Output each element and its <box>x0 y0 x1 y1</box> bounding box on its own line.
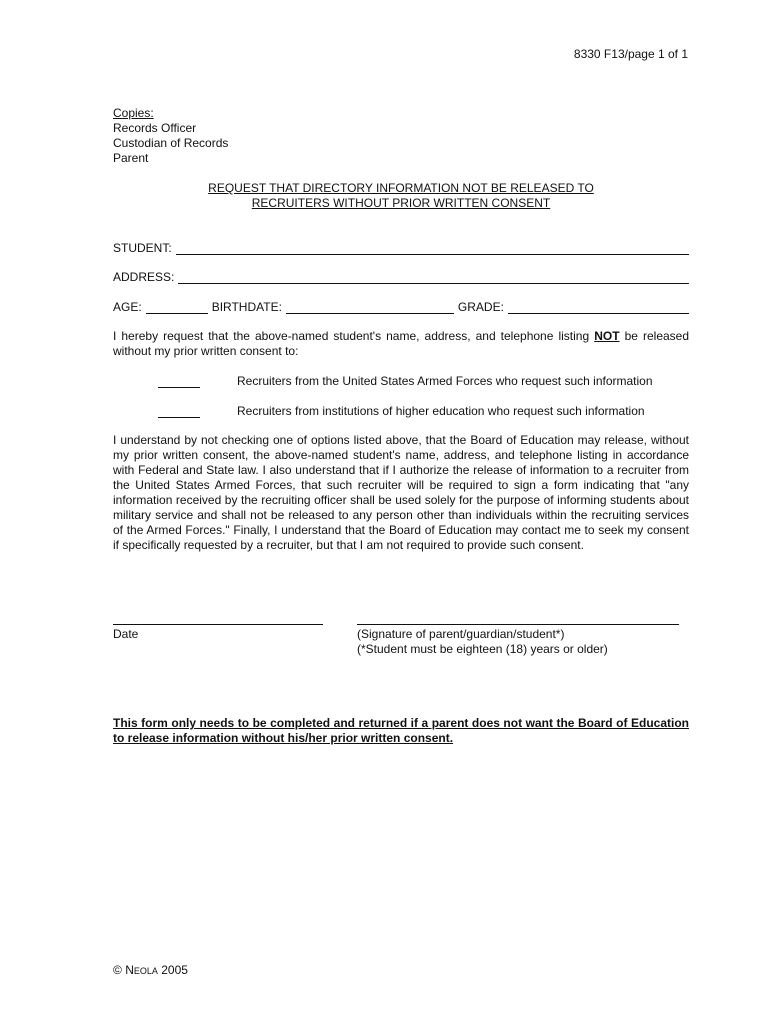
signature-label: (Signature of parent/guardian/student*) <box>357 627 565 641</box>
copyright-footer <box>113 963 188 977</box>
address-blank[interactable] <box>178 271 689 284</box>
option-armed-forces-blank[interactable] <box>158 375 200 388</box>
birthdate-blank[interactable] <box>286 301 454 314</box>
age-label: AGE: <box>113 300 142 314</box>
request-paragraph <box>113 329 689 359</box>
copies-recipient: Custodian of Records <box>113 136 229 150</box>
address-label: ADDRESS: <box>113 270 175 284</box>
address-field-row <box>113 268 689 284</box>
understanding-paragraph: I understand by not checking one of options listed above, that the Board of Education may release, without my prior written consent, the above-named student's name, address, and telephone listing in accordance with Federal and State law. I also understand that if I authorize the release of information to a recruiter from the United States Armed Forces, that such recruiter will be required to sign a form indicating that "any information received by the recruiting officer shall be used solely for the purpose of informing students about military service and shall not be released to any person other than individuals within the recruiting services of the Armed Forces." Finally, I understand that the Board of Education may contact me to seek my consent if specifically requested by a recruiter, but that I am not required to provide such consent. <box>113 433 689 552</box>
signature-age-note: (*Student must be eighteen (18) years or older) <box>357 642 608 656</box>
page-reference: 8330 F13/page 1 of 1 <box>573 47 688 61</box>
option-higher-education-label: Recruiters from institutions of higher education who request such information <box>237 404 645 418</box>
grade-blank[interactable] <box>508 301 689 314</box>
copyright-year: 2005 <box>161 963 188 977</box>
form-title-line-2: RECRUITERS WITHOUT PRIOR WRITTEN CONSENT <box>251 196 551 210</box>
copies-heading: Copies: <box>113 106 154 120</box>
copyright-symbol: © <box>113 963 122 977</box>
copies-recipient: Parent <box>113 151 149 165</box>
completion-notice: This form only needs to be completed and returned if a parent does not want the Board of Education to release information without his/her prior written consent. <box>113 716 689 745</box>
request-text-before: I hereby request that the above-named student's name, address, and telephone listing <box>113 329 595 343</box>
date-signature-line[interactable] <box>113 624 323 625</box>
option-higher-education-blank[interactable] <box>158 405 200 418</box>
option-higher-education <box>158 404 645 418</box>
brand-rest: EOLA <box>133 966 158 976</box>
option-armed-forces <box>158 374 653 388</box>
brand-initial: N <box>125 963 134 977</box>
option-armed-forces-label: Recruiters from the United States Armed Forces who request such information <box>237 374 653 388</box>
request-text-after: be released without my prior written consent to: <box>113 329 690 358</box>
student-label: STUDENT: <box>113 241 172 255</box>
grade-label: GRADE: <box>457 300 504 314</box>
birthdate-label: BIRTHDATE: <box>211 300 282 314</box>
student-blank[interactable] <box>176 242 689 255</box>
copies-recipient: Records Officer <box>113 121 197 135</box>
request-emphasis: NOT <box>594 329 620 343</box>
student-field-row <box>113 239 689 255</box>
date-label: Date <box>113 627 139 641</box>
signature-label-block <box>357 627 608 657</box>
form-title <box>113 181 689 211</box>
copies-block <box>113 106 228 166</box>
age-blank[interactable] <box>146 301 208 314</box>
signature-line[interactable] <box>357 624 679 625</box>
age-birthdate-grade-row <box>113 298 689 314</box>
form-title-line-1: REQUEST THAT DIRECTORY INFORMATION NOT BE RELEASED TO <box>208 181 594 195</box>
